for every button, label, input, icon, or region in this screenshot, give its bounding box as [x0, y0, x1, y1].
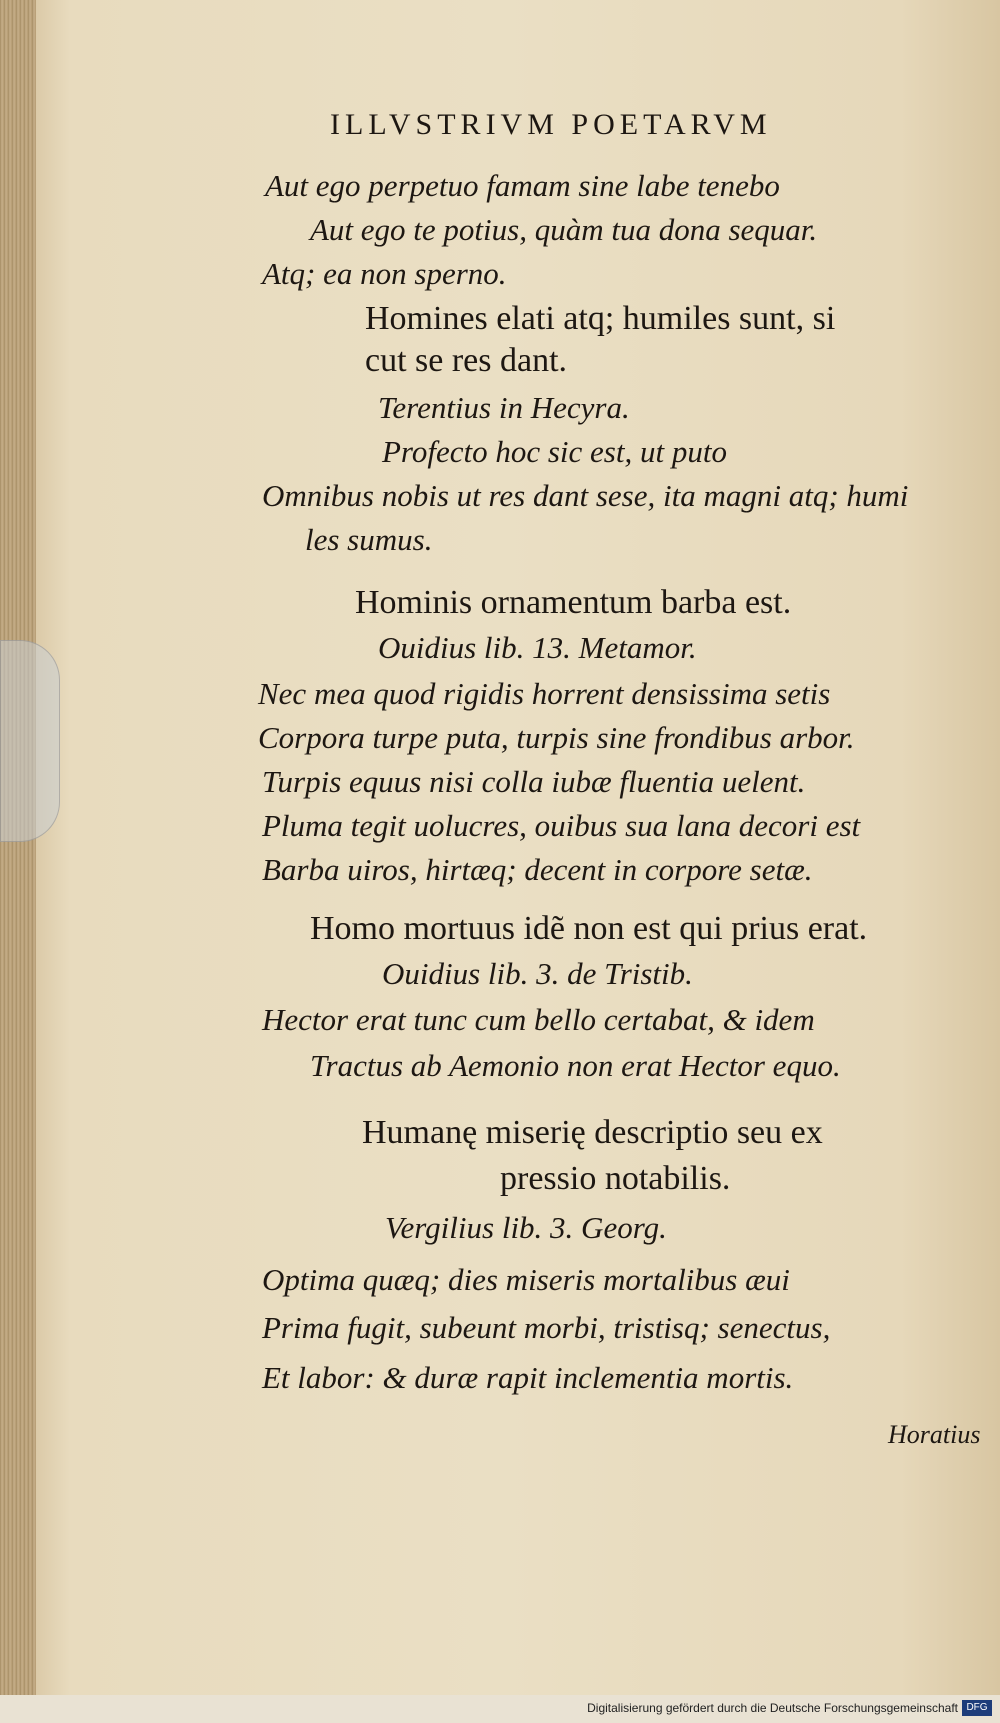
footer-text: Digitalisierung gefördert durch die Deutsche Forschungsgemeinschaft	[587, 1701, 958, 1715]
text-line: Omnibus nobis ut res dant sese, ita magni atq; humi	[262, 478, 909, 513]
heading-line: Hominis ornamentum barba est.	[355, 584, 792, 621]
scanner-clip	[0, 640, 60, 842]
text-line: Pluma tegit uolucres, ouibus sua lana decori est	[262, 808, 861, 843]
catchword: Horatius	[888, 1420, 981, 1449]
text-line: Optima quæq; dies miseris mortalibus æui	[262, 1262, 790, 1297]
heading-line: Homo mortuus idẽ non est qui prius erat.	[310, 910, 868, 947]
text-line: Nec mea quod rigidis horrent densissima setis	[258, 676, 831, 711]
heading-line: Humanę miserię descriptio seu ex	[362, 1114, 823, 1151]
text-line: Atq; ea non sperno.	[262, 256, 507, 291]
text-line: Hector erat tunc cum bello certabat, & idem	[262, 1002, 815, 1037]
heading-line: cut se res dant.	[365, 342, 568, 379]
running-header: ILLVSTRIVM POETARVM	[330, 108, 772, 141]
text-line: Barba uiros, hirtæq; decent in corpore setæ.	[262, 852, 813, 887]
text-line: Corpora turpe puta, turpis sine frondibus arbor.	[258, 720, 855, 755]
page-edge	[0, 0, 36, 1695]
text-line: Aut ego perpetuo famam sine labe tenebo	[265, 168, 780, 203]
heading-line: Homines elati atq; humiles sunt, si	[365, 300, 836, 337]
text-line: les sumus.	[305, 522, 433, 557]
source-line: Ouidius lib. 13. Metamor.	[378, 630, 697, 665]
text-line: Tractus ab Aemonio non erat Hector equo.	[310, 1048, 841, 1083]
heading-line: pressio notabilis.	[500, 1160, 731, 1197]
source-line: Terentius in Hecyra.	[378, 390, 630, 425]
source-line: Ouidius lib. 3. de Tristib.	[382, 956, 693, 991]
text-line: Turpis equus nisi colla iubæ fluentia uelent.	[262, 764, 806, 799]
text-line: Profecto hoc sic est, ut puto	[382, 434, 727, 469]
source-line: Vergilius lib. 3. Georg.	[385, 1210, 667, 1245]
text-line: Prima fugit, subeunt morbi, tristisq; senectus,	[262, 1310, 831, 1345]
text-line: Et labor: & duræ rapit inclementia mortis.	[262, 1360, 794, 1395]
dfg-logo: DFG	[962, 1700, 992, 1716]
text-line: Aut ego te potius, quàm tua dona sequar.	[310, 212, 818, 247]
